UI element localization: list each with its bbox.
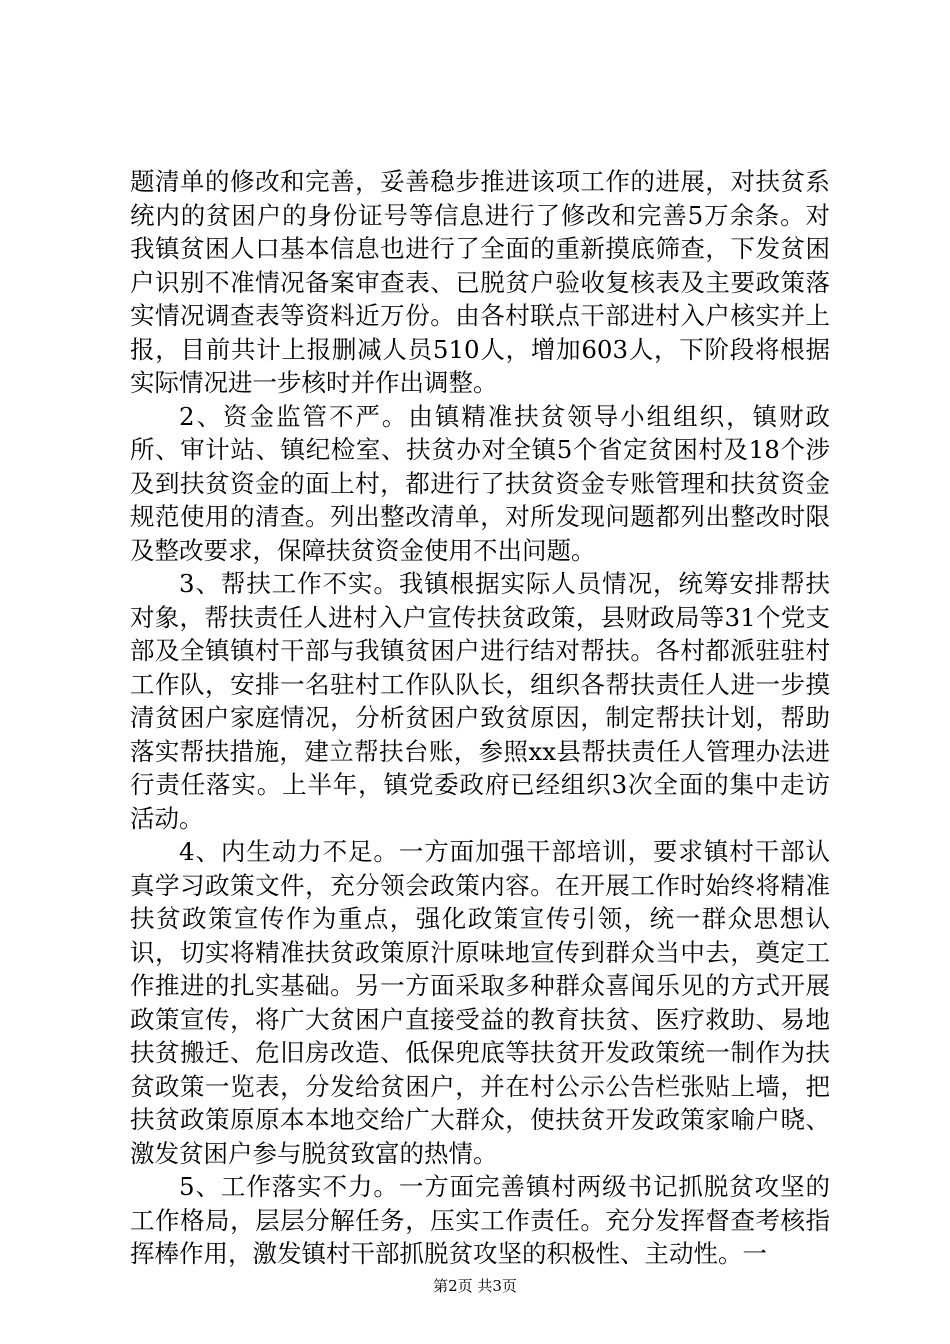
paragraph-work-implementation: 5、工作落实不力。一方面完善镇村两级书记抓脱贫攻坚的工作格局，层层分解任务，压实工作责任。充分发挥督查考核指挥棒作用，激发镇村干部抓脱贫攻坚的积极性、主动性。一 <box>130 1172 830 1268</box>
document-body <box>130 165 830 1271</box>
paragraph-continuation: 题清单的修改和完善，妥善稳步推进该项工作的进展，对扶贫系统内的贫困户的身份证号等信息进行了修改和完善5万余条。对我镇贫困人口基本信息也进行了全面的重新摸底筛查，下发贫困户识别不准情况备案审查表、已脱贫户验收复核表及主要政策落实情况调查表等资料近万份。由各村联点干部进村入户核实并上报，目前共计上报删减人员510人，增加603人，下阶段将根据实际情况进一步核时并作出调整。 <box>130 167 830 397</box>
paragraph-internal-motivation: 4、内生动力不足。一方面加强干部培训，要求镇村干部认真学习政策文件，充分领会政策内容。在开展工作时始终将精准扶贫政策宣传作为重点，强化政策宣传引领，统一群众思想认识，切实将精准扶贫政策原汁原味地宣传到群众当中去，奠定工作推进的扎实基础。另一方面采取多种群众喜闻乐见的方式开展政策宣传，将广大贫困户直接受益的教育扶贫、医疗救助、易地扶贫搬迁、危旧房改造、低保兜底等扶贫开发政策统一制作为扶贫政策一览表，分发给贫困户，并在村公示公告栏张贴上墙，把扶贫政策原原本本地交给广大群众，使扶贫开发政策家喻户晓、激发贫困户参与脱贫致富的热情。 <box>130 837 830 1168</box>
paragraph-assistance-work: 3、帮扶工作不实。我镇根据实际人员情况，统筹安排帮扶对象，帮扶责任人进村入户宣传扶贫政策，县财政局等31个党支部及全镇镇村干部与我镇贫困户进行结对帮扶。各村都派驻驻村工作队，安排一名驻村工作队队长，组织各帮扶责任人进一步摸清贫困户家庭情况，分析贫困户致贫原因，制定帮扶计划，帮助落实帮扶措施，建立帮扶台账，参照xx县帮扶责任人管理办法进行责任落实。上半年，镇党委政府已经组织3次全面的集中走访活动。 <box>130 569 830 833</box>
page-number-footer: 第2页 共3页 <box>433 1277 517 1295</box>
paragraph-funds-supervision: 2、资金监管不严。由镇精准扶贫领导小组组织，镇财政所、审计站、镇纪检室、扶贫办对全镇5个省定贫困村及18个涉及到扶贫资金的面上村，都进行了扶贫资金专账管理和扶贫资金规范使用的清查。列出整改清单，对所发现问题都列出整改时限及整改要求，保障扶贫资金使用不出问题。 <box>130 401 830 565</box>
